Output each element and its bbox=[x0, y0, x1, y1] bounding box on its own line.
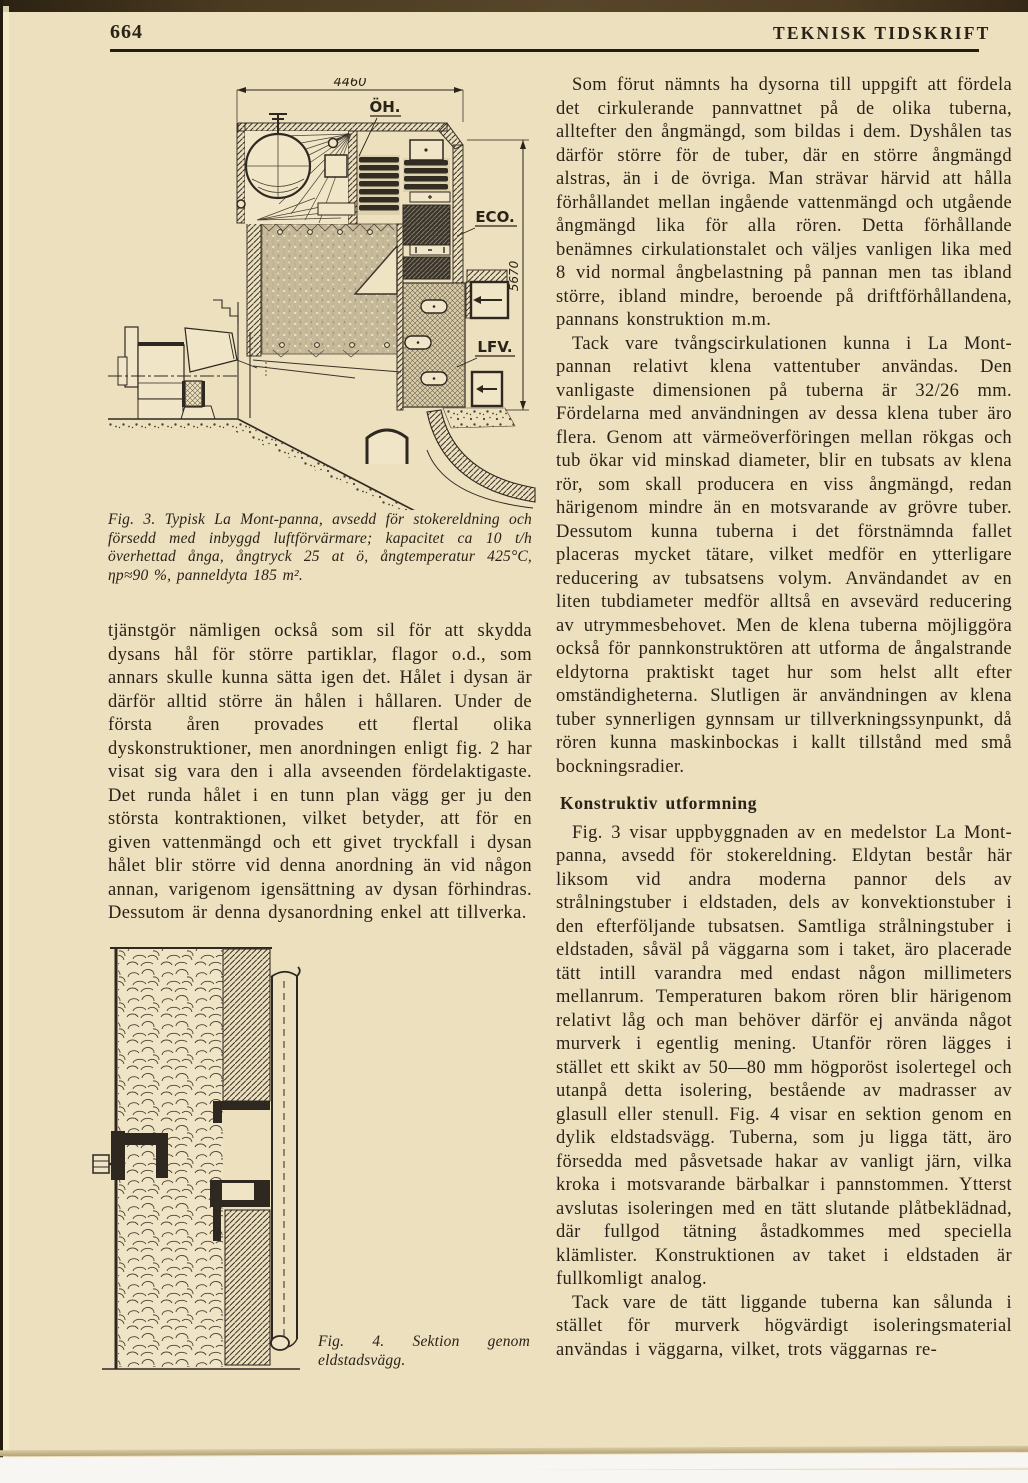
journal-title: TEKNISK TIDSKRIFT bbox=[773, 23, 991, 43]
support-step bbox=[213, 1101, 270, 1110]
economizer-bank-2 bbox=[403, 257, 450, 279]
access-opening bbox=[325, 155, 347, 177]
right-paragraph-2: Tack vare tvångscirkulationen kunna i La Mont-pannan relativt klena vattentuber användas. Den vanligaste dimensionen på tuberna är 32/26 mm. Fördelarna med användningen av dessa klena tuber äro flera. Genom att värmeöverföringen mellan rökgas och tub ökar vid minskad diameter, blir en tubsats av klena rör, som skall producera en viss ångmängd, redan härigenom mindre än en motsvarande av grövre tuber. Dessutom kunna tuberna i det förstnämnda fallet placeras mycket tätare, vilket medför en ytterligare reducering av tubsatsens volym. Användandet av en liten tubdiameter medför alltså en avsevärd reducering av utrymmesbehovet. Men de klena tuberna möjliggöra också för pannkonstruktören att utforma de ångalstrande eldytorna praktiskt taget hur som helst allt efter omständigheterna. Slutligen är användningen av klena tuber synnerligen gynnsam ur tillverkningssynpunkt, då rören kunna maskinbockas i kallt tillstånd med små bockningsradier. bbox=[556, 333, 1012, 777]
stoker-assembly bbox=[108, 300, 257, 419]
left-column-text bbox=[108, 620, 532, 926]
scan-background-strip bbox=[0, 1453, 1028, 1472]
right-paragraph-3: Fig. 3 visar uppbyggnaden av en medelstor La Mont-panna, avsedd för stokereldning. Eldytan består här liksom vid andra moderna pannor dels av strålningstuber i eldstaden, dels av konvektionstuber i den efterföljande tubsatsen. Samtliga strålningstuber i eldstaden, såväl på väggarna som i taket, äro placerade tätt intill varandra med endast någon millimeters mellanrum. Temperaturen bakom rören blir härigenom relativt låg och man behöver därför ej använda något murverk i egentlig mening. Utanför rören lägges i stället ett skikt av 50—80 mm högporöst isolertegel och utanpå detta isolering, bestående av madrasser av glasull eller stenull. Fig. 4 visar en sektion genom en dylik eldstadsvägg. Tuberna, som ju ligga tätt, äro försedda med påsvetsade hakar av vanligt järn, vilka kroka i motsvarande bärbalkar i pannstommen. Ytterst avslutas isoleringen med en tätt slutande plåtbeklädnad, där fullgod tätning åstadkommes med speciella klämlister. Konstruktionen av taket i eldstaden är fullkomligt analog. bbox=[556, 822, 1012, 1289]
insulating-brick-upper bbox=[223, 949, 270, 1101]
foundation-arch bbox=[367, 430, 407, 464]
ground-stipple bbox=[108, 420, 417, 510]
right-column-text bbox=[556, 74, 1012, 1362]
figure-3-caption: Fig. 3. Typisk La Mont-panna, avsedd för stokereldning och försedd med inbyggd luftförvärmare; kapacitet ca 10 t/h överhettad ånga, ångtryck 25 at ö, ångtemperatur 425°C, ηp≈90 %, panneldyta 185 m². bbox=[108, 511, 532, 584]
header-rule bbox=[110, 49, 979, 52]
tube-bottom-bend bbox=[271, 1336, 289, 1350]
section-heading: Konstruktiv utformning bbox=[560, 793, 758, 813]
economizer-bank-1 bbox=[403, 205, 450, 245]
figure-4-caption: Fig. 4. Sektion genom eldstadsvägg. bbox=[318, 1333, 530, 1369]
height-dimension-label: 5670 bbox=[507, 260, 521, 292]
economizer-label: ECO. bbox=[475, 208, 515, 226]
right-wall bbox=[453, 145, 463, 283]
furnace-floor-lines bbox=[253, 360, 401, 378]
figure-4-wall-section-drawing bbox=[92, 943, 308, 1375]
mineral-wool-mattress bbox=[118, 948, 223, 1367]
furnace-right-wall bbox=[397, 224, 403, 410]
dimension-width bbox=[237, 78, 463, 122]
superheater-bank-left bbox=[359, 157, 399, 211]
right-paragraph-4: Tack vare de tätt liggande tuberna kan sålunda i stället för murverk högvärdigt isoleringsmaterial användas i väggarna, vilket, trots väggarnas re- bbox=[556, 1292, 1012, 1360]
clamp-bolt-head bbox=[93, 1155, 109, 1173]
width-dimension-label: 4460 bbox=[333, 78, 367, 90]
furnace-left-wall bbox=[247, 220, 261, 356]
right-foundation-stipple bbox=[443, 408, 515, 428]
scan-top-shadow bbox=[0, 0, 1028, 12]
right-paragraph-1: Som förut nämnts ha dysorna till uppgift att fördela det cirkulerande pannvattnet på de olika tuberna, alltefter den ångmängd, som bildas i dem. Dyshålen tas därför större för de tuber, där en större ångmängd alstras, än i de övriga. Man strävar härvid att hålla förhållandet mellan ingående vattenmängd och utgående ångmängd lika för alla rören. Detta förhållande benämnes cirkulationstalet och väljes vanligen lika med 8 vid normal ångbelastning på pannan men tas ibland större, ibland mindre, beroende på driftförhållandena, pannans konstruktion m.m. bbox=[556, 75, 1012, 330]
top-wall bbox=[238, 123, 447, 131]
furnace-chamber bbox=[262, 224, 397, 357]
figure-3-boiler-drawing bbox=[105, 78, 537, 510]
left-paragraph: tjänstgör nämligen också som sil för att skydda dysans hål för större partiklar, flagor o.d., som annars skulle kunna sätta igen det. Hålet i dysan är därför alltid större än hålen i hållaren. Under de första åren provades ett flertal olika dyskonstruktioner, men anordningen enligt fig. 2 har visat sig vara den i alla avseenden fördelaktigaste. Det runda hålet i en tunn plan vägg ger ju den största kontraktionen, vilket betyder, att för en given vattenmängd och ett givet tryckfall i dysan hålet blir större vid denna anordning än vid någon annan, varigenom igensättning av dysan förhindras. Dessutom är denna dysanordning enkel att tillverka. bbox=[108, 621, 532, 923]
tube-top-lip bbox=[271, 967, 300, 977]
air-preheater-label: LFV. bbox=[477, 338, 513, 356]
outlet-collar-wall bbox=[467, 270, 507, 282]
arch-steps bbox=[213, 300, 238, 324]
fig3-svg bbox=[105, 78, 537, 510]
air-preheater bbox=[403, 283, 465, 407]
feed-screw-coupling bbox=[185, 381, 202, 407]
boiler-tube bbox=[271, 967, 300, 1350]
superheater-label: ÖH. bbox=[369, 98, 401, 116]
insulating-brick-lower bbox=[225, 1210, 270, 1365]
page-number: 664 bbox=[110, 21, 143, 43]
floor-step bbox=[318, 203, 355, 215]
paper-left-edge-highlight bbox=[3, 6, 9, 1458]
fig4-svg bbox=[92, 943, 308, 1375]
wall-section bbox=[93, 948, 300, 1369]
welded-hook bbox=[213, 1207, 221, 1241]
